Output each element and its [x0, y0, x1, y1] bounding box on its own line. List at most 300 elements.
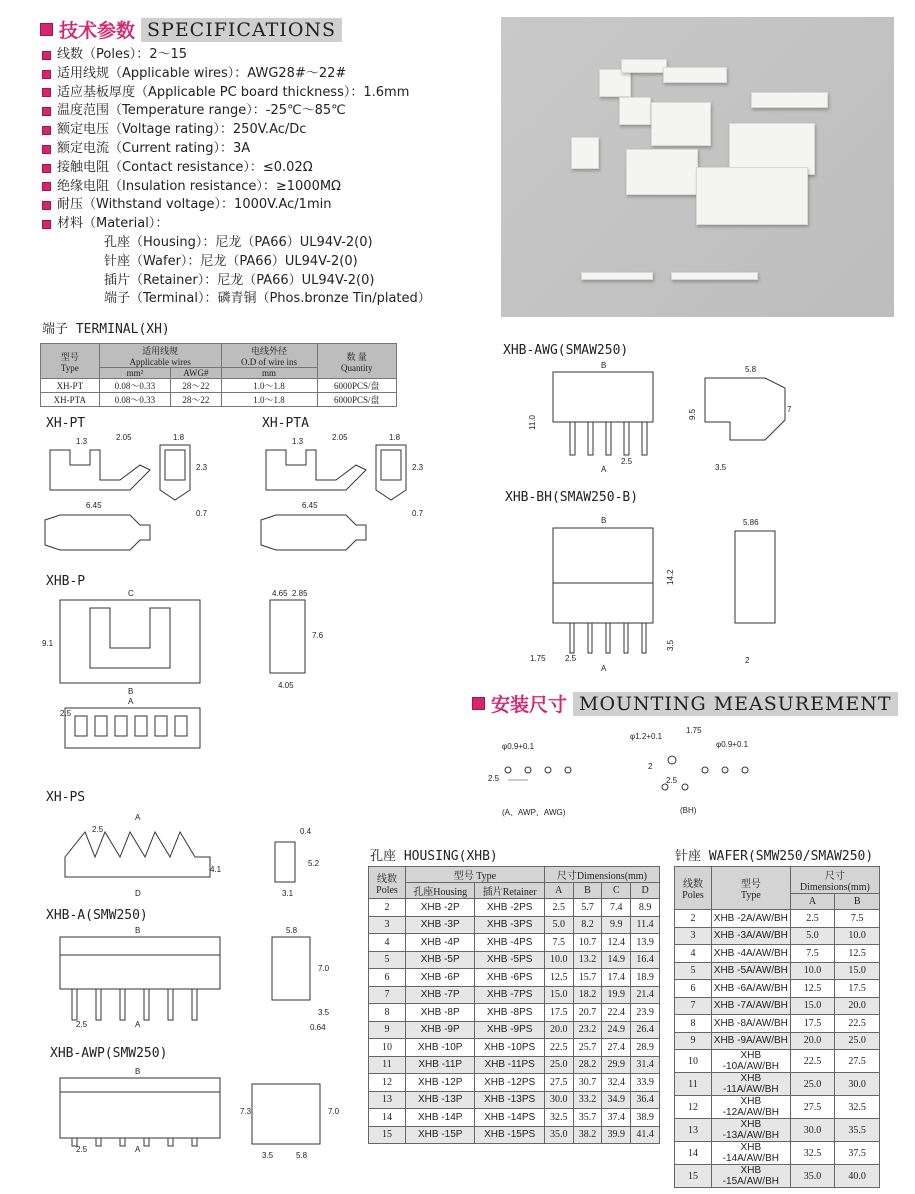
housing-cell: 9: [369, 1021, 406, 1039]
housing-cell: 11.4: [631, 916, 660, 934]
housing-cell: XHB -13PS: [475, 1091, 544, 1109]
housing-cell: XHB -9PS: [475, 1021, 544, 1039]
housing-cell: 24.9: [602, 1021, 631, 1039]
housing-cell: 22.4: [602, 1004, 631, 1022]
wafer-cell: XHB -5A/AW/BH: [712, 962, 791, 980]
spec-title-en: SPECIFICATIONS: [141, 18, 342, 42]
spec-item-text: 耐压（Withstand voltage）：1000V.Ac/1min: [57, 197, 332, 213]
pin: [96, 1138, 101, 1146]
dim-xhb-p-4: 2.85: [292, 589, 308, 598]
photo-part: [663, 67, 727, 83]
housing-cell: 27.4: [602, 1039, 631, 1057]
dim-xhb-awp-4: 7.0: [328, 1107, 340, 1116]
housing-cell: 25.7: [573, 1039, 602, 1057]
wafer-cell: 20.0: [835, 997, 880, 1015]
housing-cell: 5.7: [573, 899, 602, 917]
dim-xhb-awp-5: 3.5: [262, 1151, 274, 1160]
table-row: [675, 1073, 880, 1096]
dim-xhb-a-0: B: [135, 926, 141, 935]
spec-item-text: 额定电流（Current rating）：3A: [57, 140, 251, 156]
dim-xh-pt-1: 2.05: [116, 433, 132, 442]
dim-xh-pt-5: 0.7: [196, 509, 208, 518]
mount-right-dim-3: 2: [648, 762, 653, 771]
label-xh-ps: XH-PS: [46, 790, 86, 805]
mounting-diagram: [480, 725, 890, 820]
housing-th-housing: 孔座Housing: [406, 883, 475, 899]
pin: [135, 716, 147, 736]
table-row: [675, 980, 880, 998]
wafer-cell: XHB -15A/AW/BH: [712, 1165, 791, 1188]
dim-xhb-p-6: 4.05: [278, 681, 294, 690]
mount-right-dim-0: φ1.2+0.1: [630, 732, 663, 741]
pin: [570, 623, 574, 653]
bullet-icon: [42, 182, 51, 191]
section-square-icon: [40, 23, 53, 36]
wafer-cell: 27.5: [790, 1096, 835, 1119]
dim-xhb-bh-2: 3.5: [666, 639, 675, 651]
wafer-cell: 15.0: [835, 962, 880, 980]
label-xhb-bh: XHB-BH(SMAW250-B): [505, 490, 639, 505]
mounting-title: [472, 690, 898, 717]
terminal-table: [40, 343, 397, 407]
table-row: [675, 1015, 880, 1033]
housing-cell: 41.4: [631, 1126, 660, 1144]
dim-xhb-p-2: B: [128, 687, 134, 696]
housing-cell: XHB -2PS: [475, 899, 544, 917]
mounting-title-cn: 安装尺寸: [491, 694, 568, 716]
housing-cell: XHB -2P: [406, 899, 475, 917]
housing-cell: 5: [369, 951, 406, 969]
th-wire: 适用线规 Applicable wires: [99, 344, 221, 368]
dim-xh-pt-3: 2.3: [196, 463, 208, 472]
housing-cell: XHB -7PS: [475, 986, 544, 1004]
housing-cell: 13.9: [631, 934, 660, 952]
dim-xhb-bh-7: 2: [745, 656, 750, 665]
label-xhb-awp: XHB-AWP(SMW250): [50, 1046, 168, 1061]
housing-th-col: A: [544, 883, 573, 899]
terminal-cell: 6000PCS/盘: [317, 393, 397, 407]
pin: [120, 989, 125, 1020]
table-row: [369, 1091, 660, 1109]
spec-list: [42, 46, 492, 309]
photo-part: [581, 272, 653, 280]
terminal-cell: XH-PTA: [41, 393, 100, 407]
photo-part: [571, 137, 599, 169]
dim-xhb-awp-2: A: [135, 1145, 141, 1154]
housing-cell: XHB -14P: [406, 1109, 475, 1127]
drawing-xhb-awg: [525, 360, 815, 485]
dim-xhb-awg-1: 11.0: [528, 415, 537, 430]
wafer-cell: XHB -13A/AW/BH: [712, 1119, 791, 1142]
dim-xhb-awg-0: B: [601, 361, 607, 370]
dim-xhb-p-7: 2.5: [60, 709, 72, 718]
section-square-icon: [472, 697, 485, 710]
dim-xhb-bh-3: 1.75: [530, 654, 546, 663]
pin: [175, 716, 187, 736]
dim-xhb-a-5: 3.5: [318, 1008, 330, 1017]
dim-xhb-awp-6: 5.8: [296, 1151, 308, 1160]
housing-cell: 5.0: [544, 916, 573, 934]
housing-cell: 8: [369, 1004, 406, 1022]
housing-cell: 3: [369, 916, 406, 934]
spec-item-text: 材料（Material）：: [57, 216, 169, 232]
pin: [570, 422, 575, 455]
housing-title: 孔座 HOUSING(XHB): [370, 849, 498, 864]
wafer-cell: 30.0: [835, 1073, 880, 1096]
dim-xh-ps-5: 5.2: [308, 859, 320, 868]
housing-cell: 38.9: [631, 1109, 660, 1127]
wafer-cell: 13: [675, 1119, 712, 1142]
dim-xh-ps-0: A: [135, 813, 141, 822]
dim-xhb-awg-7: 3.5: [715, 463, 727, 472]
th-qty: 数 量 Quantity: [317, 344, 397, 379]
table-row: [369, 934, 660, 952]
wafer-cell: 5.0: [790, 927, 835, 945]
spec-item: [42, 65, 492, 84]
housing-th-col: D: [631, 883, 660, 899]
spec-item: [42, 46, 492, 65]
housing-cell: XHB -15PS: [475, 1126, 544, 1144]
mount-right-caption: (BH): [680, 806, 697, 815]
table-row: [675, 1165, 880, 1188]
spec-item: [42, 84, 492, 103]
dim-xhb-p-3: 4.65: [272, 589, 288, 598]
terminal-cell: XH-PT: [41, 379, 100, 393]
housing-table: [368, 866, 660, 1144]
housing-th-col: C: [602, 883, 631, 899]
dim-xh-pta-5: 0.7: [412, 509, 424, 518]
dim-xh-ps-3: D: [135, 889, 141, 898]
photo-part: [621, 59, 667, 73]
pin: [606, 623, 610, 653]
housing-cell: XHB -15P: [406, 1126, 475, 1144]
housing-cell: 32.5: [544, 1109, 573, 1127]
material-item: 端子（Terminal）：磷青铜（Phos.bronze Tin/plated）: [104, 291, 431, 307]
housing-cell: 4: [369, 934, 406, 952]
terminal-cell: 1.0～1.8: [221, 379, 317, 393]
housing-cell: XHB -6P: [406, 969, 475, 987]
pin: [120, 1138, 125, 1146]
mount-left-dim-1: 2.5: [488, 774, 500, 783]
pin: [642, 422, 647, 455]
photo-part: [599, 69, 631, 97]
drawing-xhb-bh: [525, 513, 815, 675]
housing-cell: 33.9: [631, 1074, 660, 1092]
pin: [144, 989, 149, 1020]
spec-item-text: 适用线规（Applicable wires）：AWG28#～22#: [57, 65, 347, 81]
pin: [96, 989, 101, 1020]
wafer-cell: XHB -6A/AW/BH: [712, 980, 791, 998]
wafer-cell: XHB -4A/AW/BH: [712, 945, 791, 963]
housing-cell: 36.4: [631, 1091, 660, 1109]
housing-cell: 31.4: [631, 1056, 660, 1074]
housing-cell: XHB -7P: [406, 986, 475, 1004]
housing-cell: 18.2: [573, 986, 602, 1004]
wafer-cell: 22.5: [835, 1015, 880, 1033]
wafer-cell: 5: [675, 962, 712, 980]
mount-left-caption: (A、AWP、AWG): [502, 808, 566, 817]
wafer-cell: 9: [675, 1032, 712, 1050]
bullet-icon: [42, 220, 51, 229]
wafer-cell: 27.5: [835, 1050, 880, 1073]
housing-cell: 33.2: [573, 1091, 602, 1109]
dim-xh-pta-2: 1.8: [389, 433, 401, 442]
table-row: [369, 951, 660, 969]
housing-cell: 20.7: [573, 1004, 602, 1022]
housing-cell: 17.4: [602, 969, 631, 987]
housing-cell: XHB -5PS: [475, 951, 544, 969]
mount-left-dim-0: φ0.9+0.1: [502, 742, 535, 751]
housing-cell: 14.9: [602, 951, 631, 969]
table-row: [369, 1126, 660, 1144]
housing-cell: 18.9: [631, 969, 660, 987]
spec-item: [42, 196, 492, 215]
dim-xhb-a-4: 7.0: [318, 964, 330, 973]
wafer-cell: 12.5: [790, 980, 835, 998]
housing-cell: 9.9: [602, 916, 631, 934]
spec-title: [40, 16, 342, 43]
housing-cell: 13.2: [573, 951, 602, 969]
dim-xhb-a-6: 0.64: [310, 1023, 326, 1032]
housing-cell: XHB -8P: [406, 1004, 475, 1022]
th-od-unit: mm: [221, 368, 317, 379]
terminal-cell: 0.08～0.33: [99, 393, 171, 407]
pin: [192, 989, 197, 1020]
drawing-xh-ps: [40, 812, 370, 902]
wafer-cell: 15: [675, 1165, 712, 1188]
table-row: [675, 927, 880, 945]
wafer-title: 针座 WAFER(SMW250/SMAW250): [675, 849, 874, 864]
table-row: [675, 1050, 880, 1073]
housing-cell: 22.5: [544, 1039, 573, 1057]
table-row: [369, 1021, 660, 1039]
table-row: [675, 1119, 880, 1142]
photo-part: [651, 102, 711, 146]
housing-cell: XHB -5P: [406, 951, 475, 969]
wafer-cell: 25.0: [790, 1073, 835, 1096]
wafer-cell: 7.5: [835, 910, 880, 928]
mount-right-dim-4: 2.5: [666, 776, 678, 785]
bullet-icon: [42, 164, 51, 173]
pin: [95, 716, 107, 736]
dim-xhb-awg-5: 9.5: [688, 408, 697, 420]
housing-cell: 10: [369, 1039, 406, 1057]
wafer-th-dim: 尺寸Dimensions(mm): [790, 867, 879, 894]
housing-cell: 34.9: [602, 1091, 631, 1109]
wafer-cell: 35.5: [835, 1119, 880, 1142]
pin: [72, 989, 77, 1020]
pin: [75, 716, 87, 736]
mount-right-dim-2: φ0.9+0.1: [716, 740, 749, 749]
housing-cell: 15.7: [573, 969, 602, 987]
table-row: [41, 379, 397, 393]
table-row: [675, 1096, 880, 1119]
housing-cell: 14: [369, 1109, 406, 1127]
housing-cell: 8.2: [573, 916, 602, 934]
housing-cell: 7.4: [602, 899, 631, 917]
dim-xhb-p-0: C: [128, 589, 134, 598]
th-awg: AWG#: [171, 368, 221, 379]
table-row: [369, 1004, 660, 1022]
housing-cell: 29.9: [602, 1056, 631, 1074]
wafer-cell: 2.5: [790, 910, 835, 928]
dim-xhb-bh-5: A: [601, 664, 607, 673]
wafer-cell: 7.5: [790, 945, 835, 963]
housing-cell: 10.7: [573, 934, 602, 952]
housing-cell: 37.4: [602, 1109, 631, 1127]
housing-cell: 30.0: [544, 1091, 573, 1109]
dim-xhb-bh-6: 5.86: [743, 518, 759, 527]
wafer-cell: 11: [675, 1073, 712, 1096]
label-xhb-awg: XHB-AWG(SMAW250): [503, 343, 629, 358]
dim-xhb-bh-4: 2.5: [565, 654, 577, 663]
table-row: [369, 1109, 660, 1127]
housing-cell: XHB -6PS: [475, 969, 544, 987]
table-row: [41, 393, 397, 407]
wafer-cell: 12: [675, 1096, 712, 1119]
pin: [115, 716, 127, 736]
wafer-table: [674, 866, 880, 1188]
wafer-cell: 10: [675, 1050, 712, 1073]
dim-xhb-p-8: A: [128, 697, 134, 706]
table-row: [369, 1056, 660, 1074]
wafer-cell: 4: [675, 945, 712, 963]
label-xh-pt: XH-PT: [46, 416, 86, 431]
housing-cell: 20.0: [544, 1021, 573, 1039]
table-row: [369, 986, 660, 1004]
th-type: 型号 Type: [41, 344, 100, 379]
dim-xhb-bh-0: B: [601, 516, 607, 525]
housing-cell: 13: [369, 1091, 406, 1109]
housing-cell: 11: [369, 1056, 406, 1074]
dim-xh-pt-0: 1.3: [76, 437, 88, 446]
wafer-cell: 17.5: [835, 980, 880, 998]
dim-xh-ps-2: 4.1: [210, 865, 222, 874]
spec-title-cn: 技术参数: [59, 20, 136, 42]
dim-xhb-awg-4: 5.8: [745, 365, 757, 374]
terminal-cell: 28～22: [171, 393, 221, 407]
dim-xhb-awp-3: 7.3: [240, 1107, 252, 1116]
housing-cell: 15: [369, 1126, 406, 1144]
wafer-cell: 20.0: [790, 1032, 835, 1050]
spec-item-text: 温度范围（Temperature range）：-25℃～85℃: [57, 103, 346, 119]
pin: [155, 716, 167, 736]
wafer-th-col: A: [790, 894, 835, 910]
dim-xh-pta-0: 1.3: [292, 437, 304, 446]
housing-cell: 21.4: [631, 986, 660, 1004]
table-row: [369, 1039, 660, 1057]
wafer-cell: 32.5: [790, 1142, 835, 1165]
pin: [642, 623, 646, 653]
table-row: [369, 916, 660, 934]
housing-cell: XHB -14PS: [475, 1109, 544, 1127]
wafer-cell: XHB -9A/AW/BH: [712, 1032, 791, 1050]
table-row: [675, 945, 880, 963]
table-row: [675, 1142, 880, 1165]
dim-xh-pta-4: 6.45: [302, 501, 318, 510]
housing-cell: 38.2: [573, 1126, 602, 1144]
photo-part: [751, 92, 828, 108]
housing-cell: XHB -9P: [406, 1021, 475, 1039]
spec-item-text: 线数（Poles）：2～15: [57, 47, 188, 62]
housing-cell: XHB -12PS: [475, 1074, 544, 1092]
housing-cell: XHB -11P: [406, 1056, 475, 1074]
terminal-title: 端子 TERMINAL(XH): [42, 322, 170, 337]
wafer-cell: 14: [675, 1142, 712, 1165]
wafer-cell: XHB -3A/AW/BH: [712, 927, 791, 945]
drawing-xh-pt: [40, 430, 240, 570]
housing-cell: 23.2: [573, 1021, 602, 1039]
wafer-th-col: B: [835, 894, 880, 910]
mount-right-dim-1: 1.75: [686, 726, 702, 735]
housing-cell: 26.4: [631, 1021, 660, 1039]
dim-xhb-p-1: 9.1: [42, 639, 54, 648]
drawing-xhb-awp: [40, 1064, 370, 1164]
table-row: [675, 997, 880, 1015]
dim-xhb-bh-1: 14.2: [666, 569, 675, 585]
housing-cell: 23.9: [631, 1004, 660, 1022]
bullet-icon: [42, 201, 51, 210]
wafer-cell: 37.5: [835, 1142, 880, 1165]
wafer-th-poles: 线数 Poles: [675, 867, 712, 910]
housing-cell: 35.7: [573, 1109, 602, 1127]
mounting-title-en: MOUNTING MEASUREMENT: [573, 692, 898, 716]
wafer-cell: 17.5: [790, 1015, 835, 1033]
housing-cell: 12.5: [544, 969, 573, 987]
housing-cell: XHB -4P: [406, 934, 475, 952]
pin: [192, 1138, 197, 1146]
dim-xhb-p-5: 7.6: [312, 631, 324, 640]
housing-cell: 28.2: [573, 1056, 602, 1074]
wafer-cell: 7: [675, 997, 712, 1015]
drawing-xhb-p: [40, 588, 370, 788]
spec-item-text: 适应基板厚度（Applicable PC board thickness）：1.6mm: [57, 84, 410, 100]
wafer-th-type: 型号 Type: [712, 867, 791, 910]
spec-item: [42, 121, 492, 140]
housing-cell: XHB -10PS: [475, 1039, 544, 1057]
drawing-xhb-a: [40, 925, 370, 1040]
dim-xh-pt-2: 1.8: [173, 433, 185, 442]
material-item: 孔座（Housing）：尼龙（PA66）UL94V-2(0): [104, 234, 373, 250]
wafer-cell: 35.0: [790, 1165, 835, 1188]
housing-th-dim: 尺寸Dimensions(mm): [544, 867, 659, 883]
housing-th-col: B: [573, 883, 602, 899]
wafer-cell: 25.0: [835, 1032, 880, 1050]
dim-xhb-a-2: A: [135, 1020, 141, 1029]
wafer-cell: XHB -12A/AW/BH: [712, 1096, 791, 1119]
wafer-cell: 6: [675, 980, 712, 998]
housing-th-poles: 线数 Poles: [369, 867, 406, 899]
housing-cell: 10.0: [544, 951, 573, 969]
terminal-cell: 0.08～0.33: [99, 379, 171, 393]
housing-cell: 2: [369, 899, 406, 917]
housing-cell: 8.9: [631, 899, 660, 917]
dim-xh-ps-6: 3.1: [282, 889, 294, 898]
housing-cell: XHB -4PS: [475, 934, 544, 952]
housing-cell: 12.4: [602, 934, 631, 952]
label-xh-pta: XH-PTA: [262, 416, 309, 431]
th-od: 电线外径 O.D of wire ins: [221, 344, 317, 368]
pin: [606, 422, 611, 455]
table-row: [369, 1074, 660, 1092]
wafer-cell: XHB -7A/AW/BH: [712, 997, 791, 1015]
housing-cell: 15.0: [544, 986, 573, 1004]
dim-xhb-a-1: 2.5: [76, 1020, 88, 1029]
table-row: [675, 910, 880, 928]
pin: [588, 623, 592, 653]
pin: [624, 422, 629, 455]
housing-th-retainer: 插片Retainer: [475, 883, 544, 899]
